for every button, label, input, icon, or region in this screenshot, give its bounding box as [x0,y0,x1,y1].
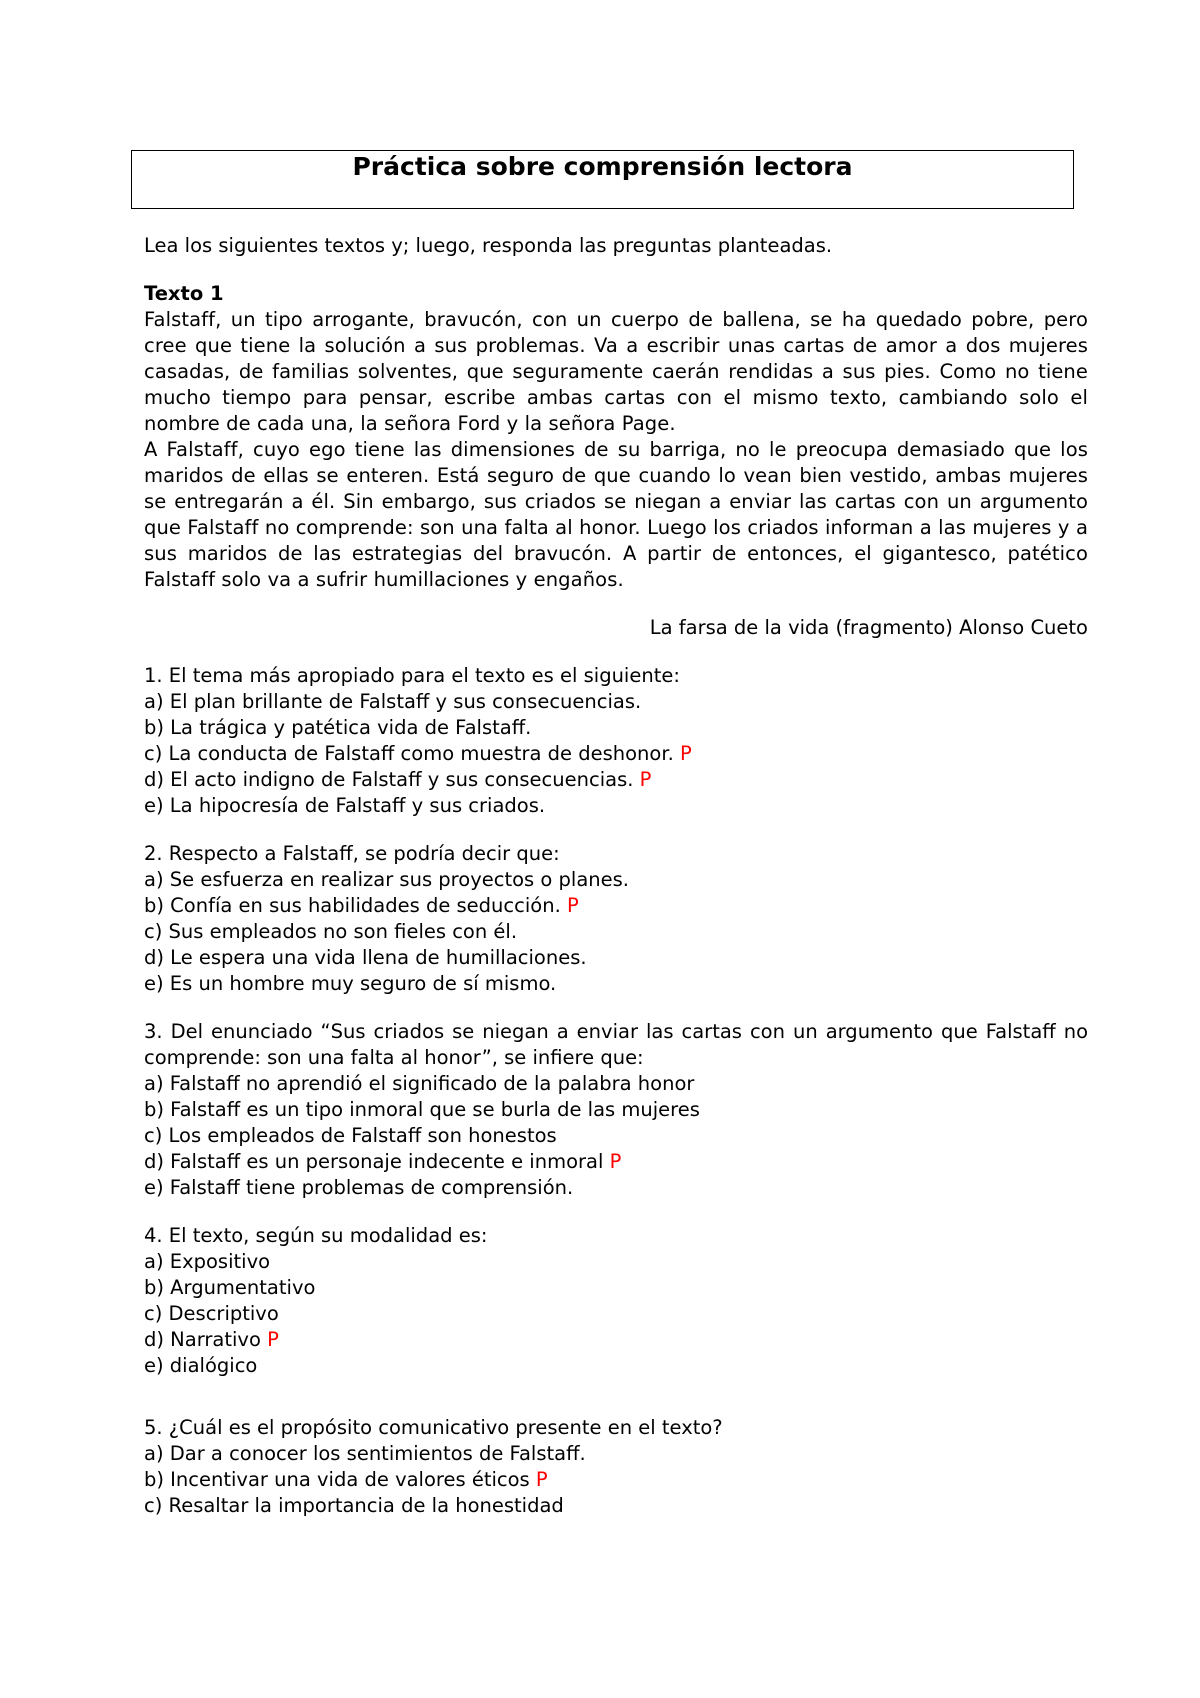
option-text: c) Los empleados de Falstaff son honestos [144,1124,557,1147]
question-stem: 3. Del enunciado “Sus criados se niegan a enviar las cartas con un argumento que Falstaff no comprende: son una falta al honor”, se infiere que: [144,1020,1088,1069]
option-text: d) El acto indigno de Falstaff y sus consecuencias. [144,768,634,791]
option-text: b) La trágica y patética vida de Falstaff. [144,716,532,739]
answer-option [144,793,1088,819]
option-text: c) La conducta de Falstaff como muestra de deshonor. [144,742,674,765]
option-text: b) Falstaff es un tipo inmoral que se burla de las mujeres [144,1098,700,1121]
question-2 [144,841,1088,997]
option-text: a) El plan brillante de Falstaff y sus consecuencias. [144,690,642,713]
option-text: a) Falstaff no aprendió el significado de la palabra honor [144,1072,695,1095]
option-text: d) Narrativo [144,1328,261,1351]
answer-option [144,1097,1088,1123]
answer-option [144,971,1088,997]
answer-option [144,1353,1088,1379]
answer-option [144,945,1088,971]
answer-mark: P [267,1328,279,1351]
answer-option [144,1301,1088,1327]
answer-option [144,1327,1088,1353]
option-text: c) Resaltar la importancia de la honestidad [144,1494,564,1517]
option-text: b) Incentivar una vida de valores éticos [144,1468,536,1491]
question-stem: 5. ¿Cuál es el propósito comunicativo presente en el texto? [144,1416,723,1439]
answer-option [144,1249,1088,1275]
option-text: b) Confía en sus habilidades de seducción. [144,894,561,917]
answer-option [144,715,1088,741]
answer-option [144,1175,1088,1201]
answer-mark: P [679,742,692,765]
answer-option [144,1467,1088,1493]
reading-paragraph-1: Falstaff, un tipo arrogante, bravucón, con un cuerpo de ballena, se ha quedado pobre, pero cree que tiene la solución a sus problemas. Va a escribir unas cartas de amor a dos mujeres casadas, de familias solventes, que seguramente caerán rendidas a sus pies. Como no tiene mucho tiempo para pensar, escribe ambas cartas con el mismo texto, cambiando solo el nombre de cada una, la señora Ford y la señora Page. [144,308,1088,435]
answer-option [144,689,1088,715]
answer-option [144,893,1088,919]
answer-mark: P [566,894,579,917]
option-text: e) Es un hombre muy seguro de sí mismo. [144,972,557,995]
answer-option [144,867,1088,893]
option-text: c) Descriptivo [144,1302,279,1325]
page-title: Práctica sobre comprensión lectora [352,152,853,181]
answer-option [144,1493,1088,1519]
source-attribution: La farsa de la vida (fragmento) Alonso Cueto [649,616,1088,639]
option-text: e) Falstaff tiene problemas de comprensión. [144,1176,574,1199]
option-text: a) Se esfuerza en realizar sus proyectos o planes. [144,868,629,891]
answer-option [144,1441,1088,1467]
answer-option [144,1275,1088,1301]
option-text: e) dialógico [144,1354,258,1377]
reading-paragraph-2: A Falstaff, cuyo ego tiene las dimensiones de su barriga, no le preocupa demasiado que los maridos de ellas se enteren. Está seguro de que cuando lo vean bien vestido, ambas mujeres se entregarán a él. Sin embargo, sus criados se niegan a enviar las cartas con un argumento que Falstaff no comprende: son una falta al honor. Luego los criados informan a las mujeres y a sus maridos de las estrategias del bravucón. A partir de entonces, el gigantesco, patético Falstaff solo va a sufrir humillaciones y engaños. [144,438,1088,591]
question-5 [144,1415,1088,1519]
answer-option [144,767,1088,793]
option-text: b) Argumentativo [144,1276,316,1299]
text-heading: Texto 1 [144,282,224,305]
question-3 [144,1019,1088,1201]
option-text: e) La hipocresía de Falstaff y sus criados. [144,794,546,817]
answer-option [144,1149,1088,1175]
answer-option [144,1071,1088,1097]
option-text: c) Sus empleados no son fieles con él. [144,920,518,943]
instructions: Lea los siguientes textos y; luego, responda las preguntas planteadas. [144,234,833,257]
question-stem: 1. El tema más apropiado para el texto es el siguiente: [144,664,680,687]
question-1 [144,663,1088,819]
answer-option [144,1123,1088,1149]
answer-mark: P [535,1468,548,1491]
question-stem: 2. Respecto a Falstaff, se podría decir que: [144,842,560,865]
question-stem: 4. El texto, según su modalidad es: [144,1224,488,1247]
answer-option [144,919,1088,945]
option-text: d) Falstaff es un personaje indecente e inmoral [144,1150,604,1173]
option-text: a) Dar a conocer los sentimientos de Falstaff. [144,1442,586,1465]
option-text: d) Le espera una vida llena de humillaciones. [144,946,587,969]
answer-option [144,741,1088,767]
answer-mark: P [639,768,652,791]
question-4 [144,1223,1088,1379]
document-content [144,233,1088,1541]
option-text: a) Expositivo [144,1250,271,1273]
answer-mark: P [609,1150,622,1173]
